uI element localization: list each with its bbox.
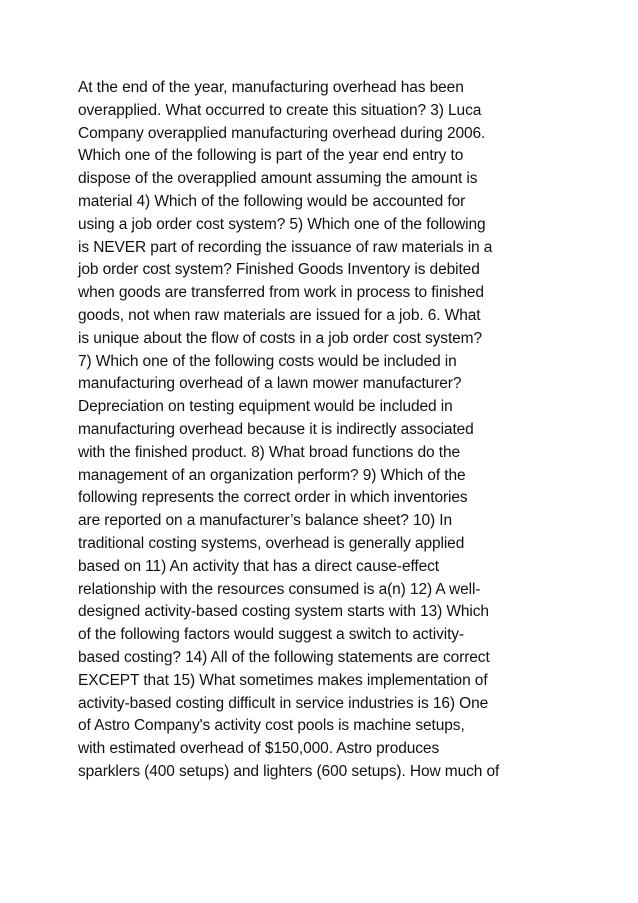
text-line: Company overapplied manufacturing overhead during 2006. xyxy=(78,124,486,142)
text-line: is NEVER part of recording the issuance of raw materials in a xyxy=(78,238,493,256)
text-line: overapplied. What occurred to create this situation? 3) Luca xyxy=(78,101,482,119)
text-line: based on 11) An activity that has a direct cause-effect xyxy=(78,557,439,575)
text-line: dispose of the overapplied amount assuming the amount is xyxy=(78,170,478,188)
text-line: relationship with the resources consumed is a(n) 12) A well- xyxy=(78,580,481,598)
text-line: material 4) Which of the following would be accounted for xyxy=(78,192,466,210)
text-line: is unique about the flow of costs in a job order cost system? xyxy=(78,329,483,347)
text-line: management of an organization perform? 9) Which of the xyxy=(78,466,466,484)
text-line: job order cost system? Finished Goods Inventory is debited xyxy=(78,261,480,279)
text-line: goods, not when raw materials are issued for a job. 6. What xyxy=(78,306,481,324)
text-line: 7) Which one of the following costs would be included in xyxy=(78,352,457,370)
text-line: At the end of the year, manufacturing overhead has been xyxy=(78,79,464,96)
text-line: manufacturing overhead because it is indirectly associated xyxy=(78,420,474,438)
text-line: with estimated overhead of $150,000. Astro produces xyxy=(78,740,440,758)
document-body-text xyxy=(78,77,578,784)
text-line: based costing? 14) All of the following statements are correct xyxy=(78,648,490,666)
text-line: of the following factors would suggest a switch to activity- xyxy=(78,626,464,644)
text-line: Which one of the following is part of the year end entry to xyxy=(78,147,464,165)
text-line: when goods are transferred from work in process to finished xyxy=(78,284,484,302)
text-line: using a job order cost system? 5) Which one of the following xyxy=(78,215,486,233)
text-line: with the finished product. 8) What broad functions do the xyxy=(78,443,461,461)
text-line: sparklers (400 setups) and lighters (600 setups). How much of xyxy=(78,762,500,780)
text-line: activity-based costing difficult in service industries is 16) One xyxy=(78,694,489,712)
text-line: Depreciation on testing equipment would be included in xyxy=(78,398,453,416)
text-line: traditional costing systems, overhead is generally applied xyxy=(78,534,465,552)
text-line: are reported on a manufacturer’s balance sheet? 10) In xyxy=(78,512,453,530)
text-line: designed activity-based costing system starts with 13) Which xyxy=(78,603,489,621)
text-line: of Astro Company's activity cost pools is machine setups, xyxy=(78,717,465,735)
text-line: EXCEPT that 15) What sometimes makes implementation of xyxy=(78,671,488,689)
text-line: manufacturing overhead of a lawn mower manufacturer? xyxy=(78,375,462,393)
text-line: following represents the correct order in which inventories xyxy=(78,489,468,507)
